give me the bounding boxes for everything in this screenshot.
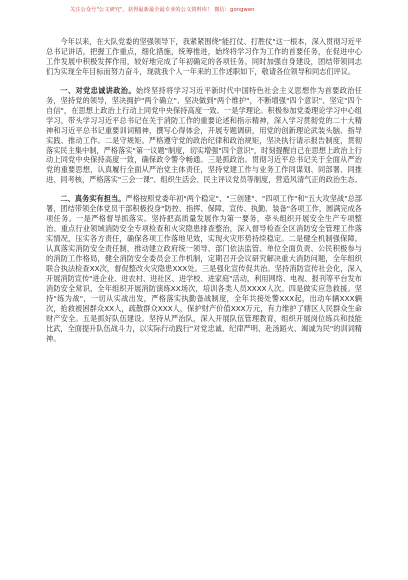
section-2-text: 严格按照党委年初"两个稳定"、"三创建"、"四项工作"和"五大攻坚战"总部署，团结带领全体党员干部积极投身"防控、指挥、保障、宣传、执勤、装备"各项工作，圆满完成各项任务。一是严格督导抓落实。坚持把高质量发展作为第一要务，牵头组织开展安全生产专项整治、重点行业领域消防安全专项检查和火灾隐患排查整治，深入督导检查全区消防安全管理工作落实情况，压实各方责任，确保各项工作落地见效，实现火灾形势持续稳定。二是健全机制强保障。认真落实消防安全责任制，推动建立政府统一领导、部门依法监管、单位全面负责、公民积极参与的消防工作格局，健全消防安全委员会工作机制，定期召开会议研究解决重大消防问题，全年组织联合执法检查XX次，督促整改火灾隐患XXX处。三是强化宣传促共治。坚持消防宣传社会化，深入开展消防宣传"进企业、进农村、进社区、进学校、进家庭"活动，利用网络、电视、报刊等平台发布消防安全常识，全年组织开展消防演练XX场次，培训各类人员XXXX人次。四是做实应急救援。坚持"练为战"，一切从实战出发，严格落实执勤备战制度，全年共接处警XXX起，出动车辆XXX辆次，抢救被困群众XX人，疏散群众XXX人，保护财产价值XXX万元，有力维护了辖区人民群众生命财产安全。五是抓好队伍建设。坚持从严治队，深入开展队伍管理教育，组织开展岗位练兵和技能比武，全面提升队伍战斗力，以实际行动践行"对党忠诚、纪律严明、赴汤蹈火、竭诚为民"的训词精神。 — [46, 194, 362, 343]
section-2-heading: 二、真务实有担当。 — [60, 194, 126, 204]
section-1-text: 始终坚持将学习习近平新时代中国特色社会主义思想作为首要政治任务，坚持党的领导，坚决拥护"两个确立"、坚决做到"两个维护"，不断增强"四个意识"、坚定"四个自信"，在思想上政治上行动上同党中央保持高度一致。一是学理论。积极参加党委理论学习中心组学习，带头学习习近平总书记在关于消防工作的重要论述和指示精神，深入学习贯彻党的二十大精神和习近平总书记重要训词精神，撰写心得体会，开展专题调研，用党的创新理论武装头脑、指导实践、推动工作。二是守规矩。严格遵守党的政治纪律和政治规矩，坚决执行请示报告制度，贯彻落实民主集中制，严格落实"第一议题"制度，切实增强"四个意识"，时刻提醒自己在思想上政治上行动上同党中央保持高度一致，确保政令警令畅通。三是抓政治。贯彻习近平总书记关于全面从严治党的重要思想，认真履行全面从严治党主体责任，坚持党建工作与业务工作同谋划、同部署、同推进、同考核，严格落实"三会一课"、组织生活会、民主评议党员等制度，营造风清气正的政治生态。 — [46, 85, 362, 185]
section-2-paragraph — [46, 194, 362, 343]
section-1-heading: 一、对党忠诚讲政治。 — [60, 85, 136, 95]
section-1-paragraph — [46, 86, 362, 186]
watermark-banner: 关注公众号"公文研究"，获得最新最全最专业的公文资料库！ 微信：gongwen — [70, 7, 255, 13]
intro-paragraph: 今年以来，在大队党委的坚强领导下，我紧紧围绕"能打仗、打胜仗"这一根本，深入贯彻习近平总书记讲话，把握工作重点，细化措施，统筹推进，始终将学习作为工作的首要任务，在促进中心工作发展中积极发挥作用，较好地完成了年初确定的各项任务。同时加强自身建设，团结带领同志们为实现全年目标而努力奋斗，现就我个人一年来的工作述职如下，敬请各位领导和同志们评议。 — [46, 37, 362, 76]
document-body — [46, 37, 362, 344]
